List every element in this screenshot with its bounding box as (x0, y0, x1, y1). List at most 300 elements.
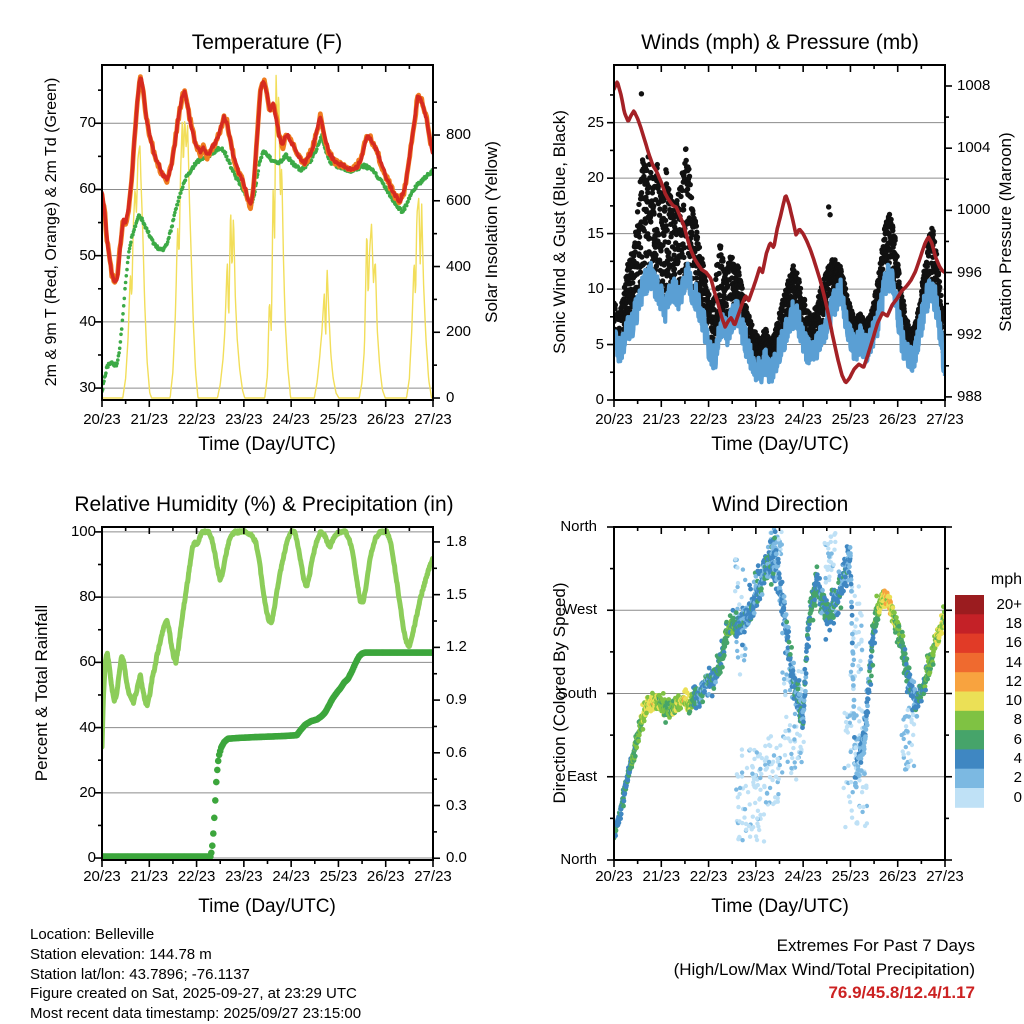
calm-wind-dot (742, 658, 746, 662)
gust-dot (713, 277, 718, 282)
calm-wind-dot (786, 760, 790, 764)
calm-wind-dot (850, 808, 854, 812)
wind-dir-dot (722, 653, 727, 658)
dot (122, 304, 126, 308)
calm-wind-dot (752, 757, 756, 761)
calm-wind-dot (912, 764, 916, 768)
calm-wind-dot (783, 736, 787, 740)
wind-dir-dot (786, 625, 791, 630)
calm-wind-dot (742, 815, 746, 819)
gust-dot (662, 205, 667, 210)
wind-dir-dot (812, 597, 817, 602)
gust-dot (617, 326, 622, 331)
wind-dir-dot (796, 687, 801, 692)
wind-dir-dot (773, 529, 778, 534)
calm-wind-dot (776, 757, 780, 761)
gust-dot (643, 220, 648, 225)
calm-wind-dot (767, 743, 771, 747)
calm-wind-dot (768, 786, 772, 790)
calm-wind-dot (762, 839, 766, 843)
calm-wind-dot (734, 640, 738, 644)
gust-dot (630, 280, 635, 285)
calm-wind-dot (740, 754, 744, 758)
wind-dir-dot (710, 694, 715, 699)
wind-dir-dot (757, 597, 762, 602)
dot (403, 208, 407, 212)
calm-wind-dot (906, 708, 910, 712)
calm-wind-dot (750, 772, 754, 776)
dot (117, 351, 121, 355)
calm-wind-dot (859, 624, 863, 628)
gust-dot (764, 329, 769, 334)
calm-wind-dot (910, 743, 914, 747)
calm-wind-dot (782, 677, 786, 681)
dot (127, 256, 131, 260)
calm-wind-dot (751, 815, 755, 819)
calm-wind-dot (854, 617, 858, 621)
winddir-plot (607, 527, 984, 867)
gust-dot (672, 266, 677, 271)
calm-wind-dot (904, 745, 908, 749)
wind-dir-dot (641, 727, 646, 732)
calm-wind-dot (911, 733, 915, 737)
gust-dot (794, 270, 799, 275)
dot (131, 233, 135, 237)
gust-dot (683, 146, 688, 151)
gust-dot (648, 219, 653, 224)
gust-dot (703, 278, 708, 283)
calm-wind-dot (740, 821, 744, 825)
gust-dot (672, 272, 677, 277)
gust-dot (694, 223, 699, 228)
wind-dir-dot (772, 536, 777, 541)
calm-wind-dot (855, 602, 859, 606)
wind-dir-dot (776, 560, 781, 565)
dot (211, 815, 218, 822)
wind-dir-dot (786, 629, 791, 634)
calm-wind-dot (847, 794, 851, 798)
gust-dot (695, 234, 700, 239)
gust-dot (666, 187, 671, 192)
calm-wind-dot (857, 584, 861, 588)
calm-wind-dot (772, 753, 776, 757)
wind-dir-dot (762, 581, 767, 586)
wind-dir-dot (811, 618, 816, 623)
dot (169, 229, 173, 233)
wind-dir-dot (804, 671, 809, 676)
wind-dir-dot (801, 708, 806, 713)
calm-wind-dot (758, 788, 762, 792)
wind-dir-dot (784, 612, 789, 617)
wind-dir-dot (633, 754, 638, 759)
calm-wind-dot (776, 792, 780, 796)
gust-dot (739, 286, 744, 291)
gust-dot (896, 279, 901, 284)
dot (132, 228, 136, 232)
wind-dir-dot (697, 704, 702, 709)
gust-dot (681, 255, 686, 260)
calm-wind-dot (748, 802, 752, 806)
dot (134, 224, 138, 228)
calm-wind-dot (756, 754, 760, 758)
wind-dir-dot (802, 703, 807, 708)
gust-dot (936, 270, 941, 275)
calm-wind-dot (748, 835, 752, 839)
calm-wind-dot (852, 658, 856, 662)
calm-wind-dot (752, 783, 756, 787)
gust-dot (665, 228, 670, 233)
wind-dir-dot (731, 616, 736, 621)
dot (215, 758, 222, 765)
dot (121, 319, 125, 323)
calm-wind-dot (739, 595, 743, 599)
wind-dir-dot (801, 720, 806, 725)
calm-wind-dot (735, 565, 739, 569)
calm-wind-dot (861, 805, 865, 809)
calm-wind-dot (740, 838, 744, 842)
dot (405, 204, 409, 208)
wind-dir-dot (663, 720, 668, 725)
calm-wind-dot (912, 722, 916, 726)
calm-wind-dot (844, 720, 848, 724)
calm-wind-dot (788, 723, 792, 727)
wind-dir-dot (618, 816, 623, 821)
calm-wind-dot (763, 744, 767, 748)
gust-dot (660, 278, 665, 283)
dot (214, 767, 221, 774)
calm-wind-dot (791, 746, 795, 750)
calm-wind-dot (857, 642, 861, 646)
wind-dir-dot (806, 636, 811, 641)
calm-wind-dot (736, 655, 740, 659)
calm-wind-dot (758, 776, 762, 780)
calm-wind-dot (738, 672, 742, 676)
dot (127, 250, 131, 254)
calm-wind-dot (744, 784, 748, 788)
gust-dot (931, 229, 936, 234)
calm-wind-dot (902, 737, 906, 741)
calm-wind-dot (778, 544, 782, 548)
calm-wind-dot (798, 733, 802, 737)
calm-wind-dot (736, 581, 740, 585)
calm-wind-dot (753, 801, 757, 805)
gust-dot (666, 240, 671, 245)
calm-wind-dot (789, 771, 793, 775)
gust-dot (694, 230, 699, 235)
calm-wind-dot (799, 760, 803, 764)
wind-dir-dot (678, 706, 683, 711)
calm-wind-dot (748, 747, 752, 751)
calm-wind-dot (856, 664, 860, 668)
calm-wind-dot (764, 800, 768, 804)
wind-dir-dot (802, 698, 807, 703)
calm-wind-dot (765, 791, 769, 795)
calm-wind-dot (859, 708, 863, 712)
temperature-plot (95, 65, 440, 407)
calm-wind-dot (829, 568, 833, 572)
wind-dir-dot (786, 634, 791, 639)
gust-dot (656, 232, 661, 237)
gust-dot (638, 270, 643, 275)
wind-dir-dot (622, 799, 627, 804)
dot (120, 327, 124, 331)
wind-dir-dot (800, 725, 805, 730)
dot (172, 218, 176, 222)
wind-dir-dot (803, 689, 808, 694)
calm-wind-dot (798, 745, 802, 749)
calm-wind-dot (802, 740, 806, 744)
gust-outlier (826, 204, 831, 209)
gust-dot (657, 206, 662, 211)
calm-wind-dot (796, 756, 800, 760)
dot (119, 340, 123, 344)
calm-wind-dot (780, 670, 784, 674)
calm-wind-dot (741, 567, 745, 571)
calm-wind-dot (751, 765, 755, 769)
calm-wind-dot (793, 760, 797, 764)
gust-dot (894, 254, 899, 259)
calm-wind-dot (745, 766, 749, 770)
wind-dir-dot (713, 680, 718, 685)
wind-dir-dot (756, 563, 761, 568)
calm-wind-dot (860, 810, 864, 814)
gust-dot (651, 203, 656, 208)
wind-dir-dot (791, 661, 796, 666)
gust-dot (687, 174, 692, 179)
gust-dot (749, 322, 754, 327)
calm-wind-dot (843, 825, 847, 829)
gust-dot (642, 261, 647, 266)
gust-dot (888, 217, 893, 222)
calm-wind-dot (760, 756, 764, 760)
gust-dot (706, 292, 711, 297)
dot (121, 312, 125, 316)
dot (210, 830, 217, 837)
wind-dir-dot (642, 719, 647, 724)
dot (125, 268, 129, 272)
calm-wind-dot (762, 785, 766, 789)
wind-dir-dot (718, 670, 723, 675)
wind-dir-dot (817, 576, 822, 581)
calm-wind-dot (842, 766, 846, 770)
dot (184, 178, 188, 182)
calm-wind-dot (906, 764, 910, 768)
gust-dot (684, 158, 689, 163)
gust-dot (880, 266, 885, 271)
calm-wind-dot (864, 786, 868, 790)
wind-dir-dot (813, 603, 818, 608)
wind-dir-dot (720, 665, 725, 670)
dot (174, 207, 178, 211)
calm-wind-dot (857, 719, 861, 723)
calm-wind-dot (853, 594, 857, 598)
gust-dot (901, 303, 906, 308)
dot (123, 287, 127, 291)
calm-wind-dot (901, 752, 905, 756)
calm-wind-dot (793, 712, 797, 716)
wind-dir-dot (734, 610, 739, 615)
calm-wind-dot (906, 751, 910, 755)
dot (125, 274, 129, 278)
dot (118, 347, 122, 351)
dot (315, 147, 319, 151)
dot (176, 199, 180, 203)
wind-dir-dot (637, 733, 642, 738)
gust-dot (802, 302, 807, 307)
calm-wind-dot (858, 659, 862, 663)
calm-wind-dot (777, 777, 781, 781)
calm-wind-dot (755, 750, 759, 754)
dot (209, 842, 216, 849)
dot (126, 261, 130, 265)
gust-dot (681, 203, 686, 208)
calm-wind-dot (829, 535, 833, 539)
dot (208, 850, 215, 857)
calm-wind-dot (827, 575, 831, 579)
gust-dot (938, 293, 943, 298)
calm-wind-dot (767, 760, 771, 764)
gust-dot (896, 271, 901, 276)
gust-dot (716, 271, 721, 276)
wind-dir-dot (803, 681, 808, 686)
calm-wind-dot (823, 541, 827, 545)
calm-wind-dot (743, 647, 747, 651)
calm-wind-dot (765, 766, 769, 770)
gust-dot (685, 187, 690, 192)
calm-wind-dot (783, 693, 787, 697)
wind-dir-dot (791, 668, 796, 673)
humidity-plot (95, 527, 440, 867)
calm-wind-dot (774, 746, 778, 750)
calm-wind-dot (827, 555, 831, 559)
wind-dir-dot (777, 571, 782, 576)
wind-dir-dot (700, 699, 705, 704)
wind-dir-dot (769, 582, 774, 587)
calm-wind-dot (826, 546, 830, 550)
calm-wind-dot (789, 766, 793, 770)
calm-wind-dot (737, 835, 741, 839)
calm-wind-dot (771, 802, 775, 806)
wind-dir-dot (621, 804, 626, 809)
wind-dir-dot (781, 605, 786, 610)
dot (176, 203, 180, 207)
calm-wind-dot (736, 805, 740, 809)
wind-dir-dot (625, 778, 630, 783)
wind-dir-dot (688, 709, 693, 714)
gust-dot (746, 314, 751, 319)
gust-dot (664, 170, 669, 175)
calm-wind-dot (851, 790, 855, 794)
calm-wind-dot (759, 772, 763, 776)
calm-wind-dot (740, 770, 744, 774)
wind-dir-dot (661, 691, 666, 696)
calm-wind-dot (755, 838, 759, 842)
wind-dir-dot (782, 594, 787, 599)
calm-wind-dot (756, 809, 760, 813)
winds-plot (607, 65, 952, 407)
calm-wind-dot (792, 724, 796, 728)
wind-dir-dot (787, 640, 792, 645)
calm-wind-dot (901, 717, 905, 721)
calm-wind-dot (854, 821, 858, 825)
gust-dot (887, 212, 892, 217)
wind-dir-dot (702, 689, 707, 694)
wind-dir-dot (752, 611, 757, 616)
dot (119, 333, 123, 337)
wind-dir-dot (725, 640, 730, 645)
calm-wind-dot (842, 786, 846, 790)
calm-wind-dot (755, 816, 759, 820)
wind-dir-dot (780, 580, 785, 585)
calm-wind-dot (756, 824, 760, 828)
calm-wind-dot (750, 827, 754, 831)
wind-dir-dot (760, 592, 765, 597)
wind-dir-dot (634, 745, 639, 750)
calm-wind-dot (849, 670, 853, 674)
gust-outlier (639, 91, 644, 96)
gust-dot (895, 262, 900, 267)
calm-wind-dot (909, 717, 913, 721)
dot (167, 236, 171, 240)
dot (224, 151, 228, 155)
calm-wind-dot (737, 602, 741, 606)
calm-wind-dot (824, 580, 828, 584)
calm-wind-dot (782, 681, 786, 685)
calm-wind-dot (789, 752, 793, 756)
wind-dir-dot (797, 678, 802, 683)
calm-wind-dot (783, 689, 787, 693)
dot (116, 358, 120, 362)
gust-dot (648, 170, 653, 175)
calm-wind-dot (904, 724, 908, 728)
gust-dot (902, 309, 907, 314)
calm-wind-dot (863, 824, 867, 828)
calm-wind-dot (848, 800, 852, 804)
wind-dir-dot (636, 739, 641, 744)
calm-wind-dot (735, 585, 739, 589)
gust-dot (802, 298, 807, 303)
gust-dot (843, 286, 848, 291)
calm-wind-dot (833, 540, 837, 544)
calm-wind-dot (853, 624, 857, 628)
wind-dir-dot (806, 626, 811, 631)
wind-dir-dot (711, 686, 716, 691)
gust-dot (653, 252, 658, 257)
calm-wind-dot (829, 560, 833, 564)
calm-wind-dot (743, 578, 747, 582)
calm-wind-dot (784, 715, 788, 719)
calm-wind-dot (857, 778, 861, 782)
dot (129, 241, 133, 245)
wind-dir-dot (724, 620, 729, 625)
gust-dot (675, 259, 680, 264)
calm-wind-dot (770, 769, 774, 773)
calm-wind-dot (783, 729, 787, 733)
wind-dir-dot (789, 645, 794, 650)
gust-dot (736, 272, 741, 277)
wind-dir-dot (742, 630, 747, 635)
wind-dir-dot (747, 583, 752, 588)
calm-wind-dot (735, 649, 739, 653)
calm-wind-dot (849, 750, 853, 754)
wind-dir-dot (619, 812, 624, 817)
gust-dot (688, 182, 693, 187)
calm-wind-dot (778, 743, 782, 747)
dot (212, 797, 219, 804)
calm-wind-dot (845, 725, 849, 729)
dot (178, 195, 182, 199)
gust-outlier (827, 212, 832, 217)
